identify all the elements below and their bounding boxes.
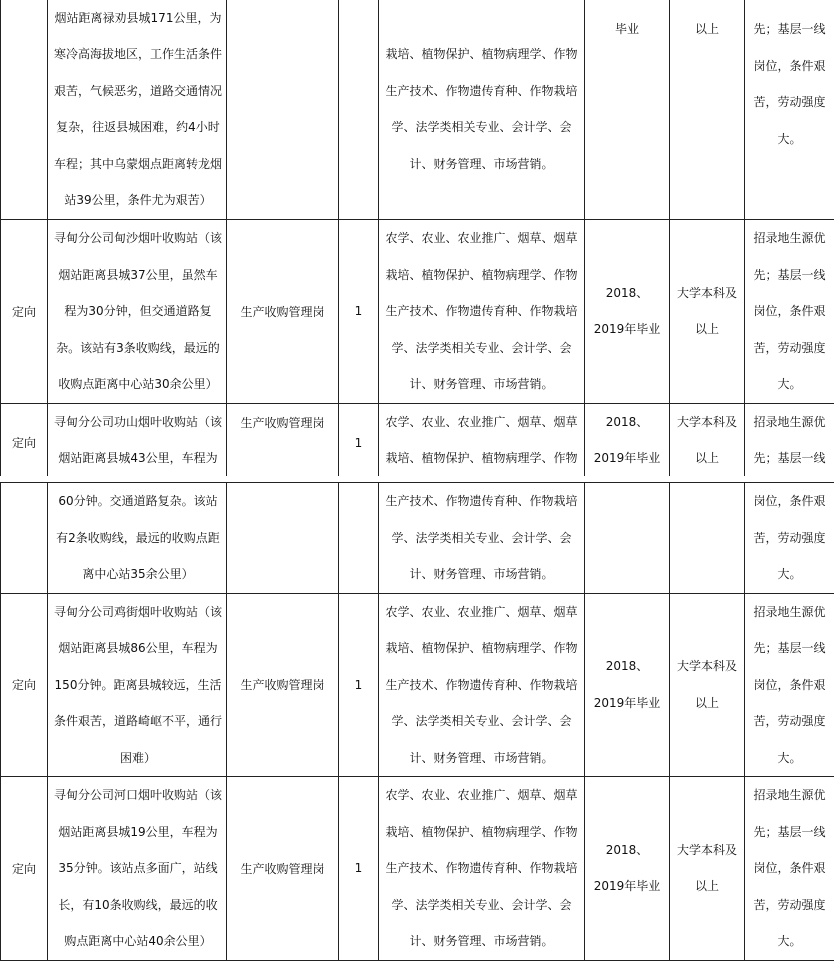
- graduation-year: 2018、2019年毕业: [585, 593, 670, 777]
- station-description: 寻甸分公司功山烟叶收购站（该烟站距离县城43公里，车程为: [48, 403, 227, 482]
- recruit-type: [1, 0, 48, 220]
- graduation-year: [585, 483, 670, 594]
- major-requirements: 生产技术、作物遗传育种、作物栽培学、法学类相关专业、会计学、会计、财务管理、市场营销。: [379, 483, 585, 594]
- remarks: 岗位，条件艰苦，劳动强度大。: [745, 483, 834, 594]
- recruitment-table-lower: [0, 482, 834, 961]
- recruit-type: 定向: [1, 593, 48, 777]
- table-row: [1, 483, 834, 594]
- station-description: 寻甸分公司甸沙烟叶收购站（该烟站距离县城37公里，虽然车程为30分钟，但交通道路复杂。该站有3条收购线，最远的收购点距离中心站30余公里）: [48, 220, 227, 404]
- graduation-year: 2018、2019年毕业: [585, 220, 670, 404]
- position-name: 生产收购管理岗: [227, 777, 339, 961]
- table-row: [1, 403, 834, 482]
- graduation-year: 2018、2019年毕业: [585, 403, 670, 482]
- position-name: 生产收购管理岗: [227, 403, 339, 482]
- graduation-year: 毕业: [585, 0, 670, 220]
- station-description: 60分钟。交通道路复杂。该站有2条收购线，最远的收购点距离中心站35余公里）: [48, 483, 227, 594]
- table-row: [1, 593, 834, 777]
- major-requirements: 农学、农业、农业推广、烟草、烟草栽培、植物保护、植物病理学、作物生产技术、作物遗传育种、作物栽培学、法学类相关专业、会计学、会计、财务管理、市场营销。: [379, 220, 585, 404]
- table-row: [1, 777, 834, 961]
- position-name: 生产收购管理岗: [227, 593, 339, 777]
- major-requirements: 栽培、植物保护、植物病理学、作物生产技术、作物遗传育种、作物栽培学、法学类相关专业、会计学、会计、财务管理、市场营销。: [379, 0, 585, 220]
- remarks: 招录地生源优先；基层一线岗位，条件艰苦，劳动强度大。: [745, 220, 834, 404]
- position-name: 生产收购管理岗: [227, 220, 339, 404]
- graduation-year: 2018、2019年毕业: [585, 777, 670, 961]
- recruit-type: 定向: [1, 220, 48, 404]
- position-name: [227, 0, 339, 220]
- headcount: 1: [339, 403, 379, 482]
- major-requirements: 农学、农业、农业推广、烟草、烟草栽培、植物保护、植物病理学、作物生产技术、作物遗传育种、作物栽培学、法学类相关专业、会计学、会计、财务管理、市场营销。: [379, 777, 585, 961]
- station-description: 寻甸分公司鸡街烟叶收购站（该烟站距离县城86公里，车程为150分钟。距离县城较远，生活条件艰苦，道路崎岖不平，通行困难）: [48, 593, 227, 777]
- table-row: [1, 220, 834, 404]
- remarks: 招录地生源优先；基层一线: [745, 403, 834, 482]
- education-level: 大学本科及以上: [670, 593, 745, 777]
- station-description: 烟站距离禄劝县城171公里，为寒冷高海拔地区，工作生活条件艰苦，气候恶劣，道路交通情况复杂，往返县城困难，约4小时车程；其中乌蒙烟点距离转龙烟站39公里，条件尤为艰苦）: [48, 0, 227, 220]
- remarks: 先；基层一线岗位，条件艰苦，劳动强度大。: [745, 0, 834, 220]
- education-level: 以上: [670, 0, 745, 220]
- station-description: 寻甸分公司河口烟叶收购站（该烟站距离县城19公里，车程为35分钟。该站点多面广，站线长，有10条收购线，最远的收购点距离中心站40余公里）: [48, 777, 227, 961]
- position-name: [227, 483, 339, 594]
- headcount: [339, 483, 379, 594]
- education-level: 大学本科及以上: [670, 777, 745, 961]
- headcount: 1: [339, 777, 379, 961]
- headcount: 1: [339, 593, 379, 777]
- major-requirements: 农学、农业、农业推广、烟草、烟草栽培、植物保护、植物病理学、作物: [379, 403, 585, 482]
- recruit-type: 定向: [1, 403, 48, 482]
- education-level: 大学本科及以上: [670, 220, 745, 404]
- headcount: 1: [339, 220, 379, 404]
- table-row: [1, 0, 834, 220]
- education-level: 大学本科及以上: [670, 403, 745, 482]
- recruit-type: [1, 483, 48, 594]
- remarks: 招录地生源优先；基层一线岗位，条件艰苦，劳动强度大。: [745, 593, 834, 777]
- education-level: [670, 483, 745, 594]
- major-requirements: 农学、农业、农业推广、烟草、烟草栽培、植物保护、植物病理学、作物生产技术、作物遗传育种、作物栽培学、法学类相关专业、会计学、会计、财务管理、市场营销。: [379, 593, 585, 777]
- remarks: 招录地生源优先；基层一线岗位，条件艰苦，劳动强度大。: [745, 777, 834, 961]
- recruit-type: 定向: [1, 777, 48, 961]
- headcount: [339, 0, 379, 220]
